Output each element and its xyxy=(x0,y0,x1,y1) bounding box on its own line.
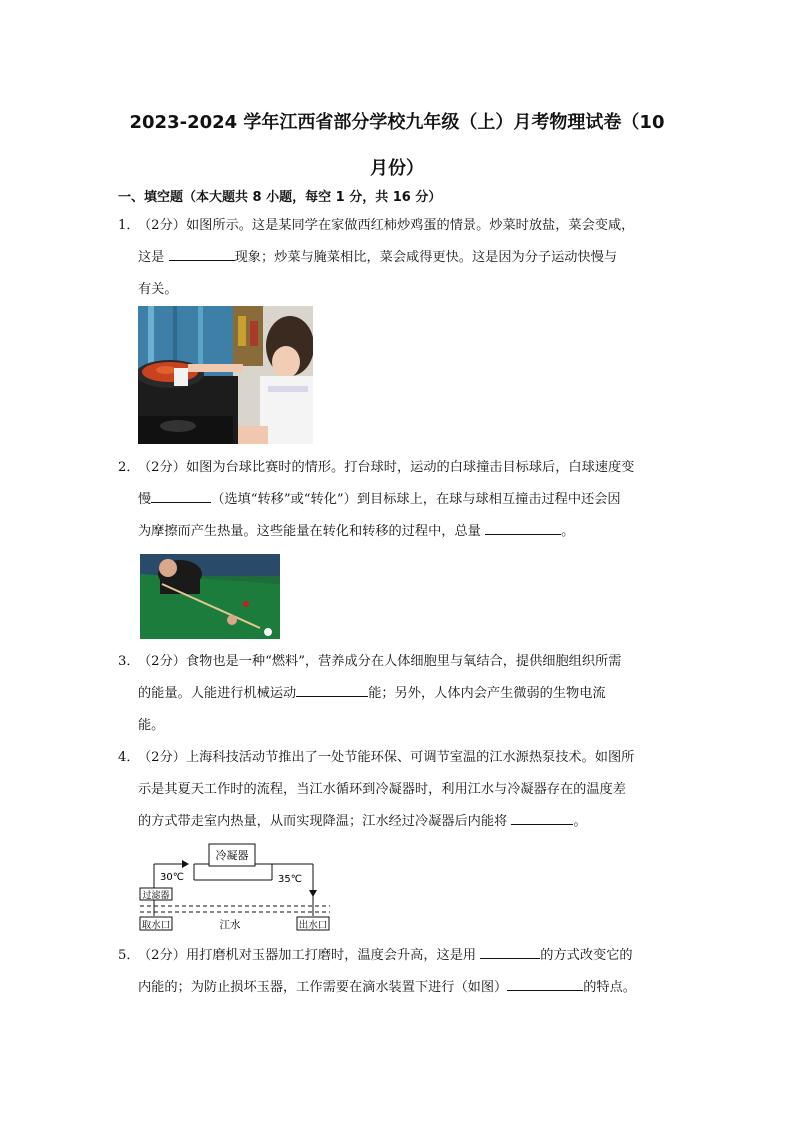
question-number: 2． xyxy=(118,460,140,475)
question-text: 的能量。人能进行机械运动 xyxy=(138,686,297,701)
question-5 xyxy=(118,940,678,1004)
question-text: （2分）上海科技活动节推出了一处节能环保、可调节室温的江水源热泵技术。如图所 xyxy=(138,750,635,765)
question-text: （2分）食物也是一种“燃料”，营养成分在人体细胞里与氧结合，提供细胞组织所需 xyxy=(138,654,622,669)
question-text: （2分）如图为台球比赛时的情形。打台球时，运动的白球撞击目标球后，白球速度变 xyxy=(138,460,635,475)
question-text: 的特点。 xyxy=(583,980,636,995)
answer-blank[interactable] xyxy=(296,682,368,697)
question-number: 4． xyxy=(118,750,140,765)
outlet-label: 出水口 xyxy=(298,920,328,931)
title-line-2: 月份） xyxy=(370,158,424,179)
question-text: 现象；炒菜与腌菜相比，菜会咸得更快。这是因为分子运动快慢与 xyxy=(234,250,618,265)
billiards-photo-image xyxy=(140,554,280,639)
question-number: 1． xyxy=(118,218,140,233)
question-text: 的方式改变它的 xyxy=(540,948,633,963)
question-number: 5． xyxy=(118,948,140,963)
question-text: （选填“转移”或“转化”）到目标球上，在球与球相互撞击过程中还会因 xyxy=(211,492,621,507)
question-3 xyxy=(118,646,678,742)
river-label: 江水 xyxy=(219,919,241,931)
condenser-label: 冷凝器 xyxy=(215,849,249,862)
answer-blank[interactable] xyxy=(480,944,540,959)
question-text: 为摩擦而产生热量。这些能量在转化和转移的过程中，总量 xyxy=(138,524,486,539)
intake-label: 取水口 xyxy=(141,920,171,931)
question-text: 这是 xyxy=(138,250,169,265)
question-1 xyxy=(118,210,678,306)
question-2 xyxy=(118,452,678,548)
answer-blank[interactable] xyxy=(151,488,211,503)
billiards-photo xyxy=(140,554,280,639)
exam-title xyxy=(100,100,694,192)
section-heading: 一、填空题（本大题共 8 小题，每空 1 分，共 16 分） xyxy=(118,190,442,205)
cooking-photo xyxy=(138,306,313,444)
question-text: 能；另外，人体内会产生微弱的生物电流 xyxy=(368,686,606,701)
question-text: （2分）用打磨机对玉器加工打磨时，温度会升高，这是用 xyxy=(138,948,481,963)
question-text: 慢 xyxy=(138,492,152,507)
question-text: 。 xyxy=(561,524,575,539)
answer-blank[interactable] xyxy=(507,976,583,991)
filter-label: 过滤器 xyxy=(142,891,170,901)
question-number: 3． xyxy=(118,654,140,669)
question-text: 能。 xyxy=(138,718,165,733)
outlet-temperature: 35℃ xyxy=(278,874,302,885)
question-text: 的方式带走室内热量，从而实现降温；江水经过冷凝器后内能将 xyxy=(138,814,512,829)
answer-blank[interactable] xyxy=(169,246,235,261)
answer-blank[interactable] xyxy=(485,520,561,535)
answer-blank[interactable] xyxy=(511,810,573,825)
question-text: 有关。 xyxy=(138,282,178,297)
question-text: 内能的；为防止损坏玉器，工作需要在滴水装置下进行（如图） xyxy=(138,980,508,995)
inlet-temperature: 30℃ xyxy=(160,872,184,883)
question-4 xyxy=(118,742,678,838)
title-line-1: 2023-2024 学年江西省部分学校九年级（上）月考物理试卷（10 xyxy=(129,112,665,133)
question-text: 示是其夏天工作时的流程，当江水循环到冷凝器时，利用江水与冷凝器存在的温度差 xyxy=(138,782,626,797)
cooking-photo-image xyxy=(138,306,313,444)
heat-pump-diagram xyxy=(138,840,333,936)
question-text: （2分）如图所示。这是某同学在家做西红柿炒鸡蛋的情景。炒菜时放盐，菜会变咸， xyxy=(138,218,635,233)
question-text: 。 xyxy=(573,814,587,829)
